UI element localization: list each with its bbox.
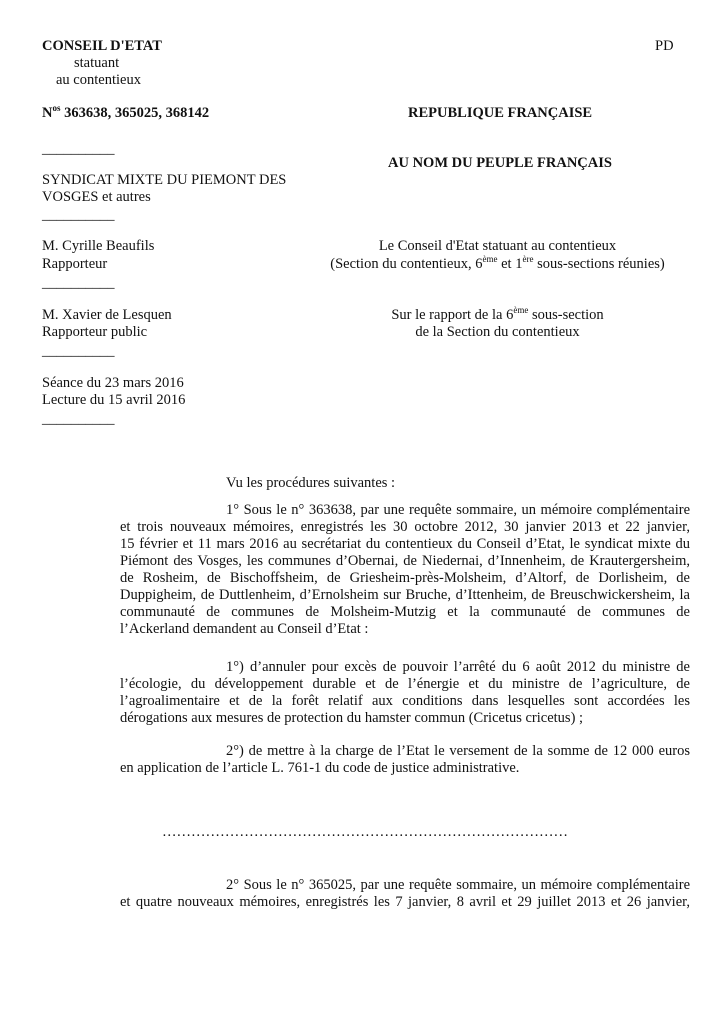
ellipsis-separator: ………………………………………………………………………… bbox=[162, 824, 568, 840]
case-numbers bbox=[42, 105, 209, 122]
paragraph-line: Duppigheim, de Duttlenheim, d’Ernolsheim sur Bruche, d’Ittenheim, de Breuschwickersheim, la bbox=[120, 587, 690, 603]
parties-line-1: SYNDICAT MIXTE DU PIEMONT DES bbox=[42, 172, 287, 188]
report-line-1 bbox=[300, 307, 695, 324]
republic-heading: REPUBLIQUE FRANÇAISE bbox=[408, 105, 593, 121]
paragraph-line: l’Ackerland demandent au Conseil d’Etat : bbox=[120, 621, 369, 637]
report-text-b: sous-section bbox=[528, 307, 604, 323]
formation-text-c: sous-sections réunies) bbox=[533, 256, 665, 272]
rapporteur-public-name: M. Xavier de Lesquen bbox=[42, 307, 172, 323]
rapporteur-public-role: Rapporteur public bbox=[42, 324, 148, 340]
report-line-2: de la Section du contentieux bbox=[415, 324, 580, 340]
court-subtitle-2: au contentieux bbox=[56, 72, 141, 88]
paragraph-annul bbox=[120, 659, 690, 727]
formation-sup-1: ème bbox=[482, 254, 498, 264]
paragraph-line: 15 février et 11 mars 2016 au secrétariat du contentieux du Conseil d’Etat, le syndicat mixte du bbox=[120, 536, 690, 552]
paragraph-line: 2°) de mettre à la charge de l’Etat le versement de la somme de 12 000 euros bbox=[226, 743, 690, 759]
report-text-a: Sur le rapport de la 6 bbox=[391, 307, 514, 323]
paragraph-line: et quatre nouveaux mémoires, enregistrés les 7 janvier, 8 avril et 29 juillet 2013 et 26 janvier, bbox=[120, 894, 690, 910]
case-numbers-value: 363638, 365025, 368142 bbox=[64, 105, 210, 121]
paragraph-line: 2° Sous le n° 365025, par une requête sommaire, un mémoire complémentaire bbox=[226, 877, 690, 893]
separator: __________ bbox=[42, 141, 115, 157]
case-numbers-prefix: N bbox=[42, 105, 53, 121]
formation-line-1: Le Conseil d'Etat statuant au contentieux bbox=[378, 238, 617, 254]
formation-line-2 bbox=[300, 256, 695, 273]
separator: __________ bbox=[42, 343, 115, 359]
separator: __________ bbox=[42, 275, 115, 291]
paragraph-line: dérogations aux mesures de protection du hamster commun (Cricetus cricetus) ; bbox=[120, 710, 584, 726]
paragraph-costs bbox=[120, 743, 690, 777]
paragraph-line: 1°) d’annuler pour excès de pouvoir l’arrêté du 6 août 2012 du ministre de bbox=[226, 659, 690, 675]
formation-text-a: (Section du contentieux, 6 bbox=[330, 256, 483, 272]
paragraph-line: l’agroalimentaire et de la forêt relatif aux conditions dans lesquelles sont accordées les bbox=[120, 693, 690, 709]
seance-date: Séance du 23 mars 2016 bbox=[42, 375, 184, 391]
paragraph-request-2 bbox=[120, 877, 690, 911]
separator: __________ bbox=[42, 411, 115, 427]
rapporteur-role: Rapporteur bbox=[42, 256, 108, 272]
case-numbers-sup: os bbox=[52, 103, 61, 113]
paragraph-line: et trois nouveaux mémoires, enregistrés les 30 octobre 2012, 30 janvier 2013 et 22 janvier, bbox=[120, 519, 690, 535]
procedures-intro: Vu les procédures suivantes : bbox=[226, 475, 396, 491]
paragraph-request-1 bbox=[120, 502, 690, 638]
court-name: CONSEIL D'ETAT bbox=[42, 38, 162, 54]
parties-line-2: VOSGES et autres bbox=[42, 189, 151, 205]
court-subtitle-1: statuant bbox=[74, 55, 120, 71]
paragraph-line: en application de l’article L. 761-1 du code de justice administrative. bbox=[120, 760, 520, 776]
separator: __________ bbox=[42, 207, 115, 223]
paragraph-line: de Rosheim, de Bischoffsheim, de Griesheim-près-Molsheim, d’Altorf, de Dorlisheim, de bbox=[120, 570, 690, 586]
rapporteur-name: M. Cyrille Beaufils bbox=[42, 238, 155, 254]
formation-sup-2: ère bbox=[522, 254, 534, 264]
people-heading: AU NOM DU PEUPLE FRANÇAIS bbox=[388, 155, 612, 171]
paragraph-line: Piémont des Vosges, les communes d’Obernai, de Niedernai, d’Innenheim, de Krautergersheim, bbox=[120, 553, 690, 569]
paragraph-line: l’écologie, du développement durable et de l’énergie et du ministre de l’agriculture, de bbox=[120, 676, 690, 692]
formation-text-b: et 1 bbox=[497, 256, 523, 272]
report-sup: ème bbox=[513, 305, 529, 315]
initials: PD bbox=[655, 38, 674, 54]
lecture-date: Lecture du 15 avril 2016 bbox=[42, 392, 186, 408]
paragraph-line: communauté de communes de Molsheim-Mutzig et la communauté de communes de bbox=[120, 604, 690, 620]
paragraph-line: 1° Sous le n° 363638, par une requête sommaire, un mémoire complémentaire bbox=[226, 502, 690, 518]
